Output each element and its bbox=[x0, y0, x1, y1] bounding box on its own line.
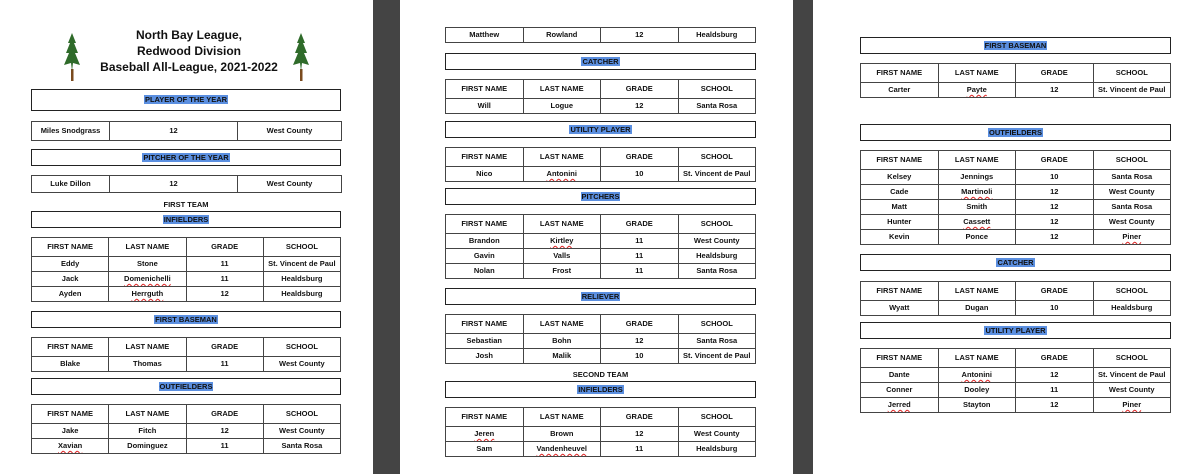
column-header: FIRST NAME bbox=[861, 64, 939, 83]
column-header: GRADE bbox=[601, 408, 679, 427]
table-row bbox=[861, 83, 1171, 98]
school-cell: Piner bbox=[1093, 230, 1171, 245]
grade-cell: 11 bbox=[186, 257, 263, 272]
school-cell: West County bbox=[1093, 185, 1171, 200]
p3-first-baseman-label: FIRST BASEMAN bbox=[984, 41, 1047, 50]
last-name-cell: Smith bbox=[938, 200, 1016, 215]
column-header: LAST NAME bbox=[523, 215, 601, 234]
last-name-cell: Stone bbox=[109, 257, 186, 272]
first-name-cell: Gavin bbox=[446, 249, 524, 264]
last-name-cell: Thomas bbox=[109, 357, 186, 372]
table-header-row bbox=[32, 338, 341, 357]
p2-catcher-header bbox=[445, 53, 756, 70]
column-header: GRADE bbox=[1016, 64, 1094, 83]
table-row bbox=[861, 200, 1171, 215]
table-row bbox=[861, 230, 1171, 245]
first-name-cell: Ayden bbox=[32, 287, 109, 302]
grade-cell: 12 bbox=[601, 99, 679, 114]
school-cell: St. Vincent de Paul bbox=[1093, 83, 1171, 98]
p2-utility-header bbox=[445, 121, 756, 138]
school-cell: West County bbox=[1093, 215, 1171, 230]
column-header: LAST NAME bbox=[523, 315, 601, 334]
table-row bbox=[32, 272, 341, 287]
title-line-2: Redwood Division bbox=[136, 44, 241, 58]
table-row bbox=[446, 28, 756, 43]
column-header: FIRST NAME bbox=[446, 215, 524, 234]
table-row bbox=[446, 334, 756, 349]
grade-cell: 11 bbox=[1016, 383, 1094, 398]
last-name-cell: Dooley bbox=[938, 383, 1016, 398]
school-cell: Santa Rosa bbox=[1093, 170, 1171, 185]
last-name-cell: Martinoli bbox=[938, 185, 1016, 200]
last-name-cell: Herrguth bbox=[109, 287, 186, 302]
first-team-label: FIRST TEAM bbox=[163, 200, 209, 209]
table-row bbox=[446, 264, 756, 279]
p1-first-baseman-header bbox=[31, 311, 341, 328]
column-header: LAST NAME bbox=[938, 349, 1016, 368]
first-name-cell: Matthew bbox=[446, 28, 524, 43]
second-team-label: SECOND TEAM bbox=[572, 370, 629, 379]
p2-top-table bbox=[445, 27, 756, 43]
p1-infielders-table bbox=[31, 237, 341, 302]
p2-second-infielders-label: INFIELDERS bbox=[578, 385, 623, 394]
page-1 bbox=[0, 0, 373, 474]
column-header: GRADE bbox=[186, 238, 263, 257]
column-header: LAST NAME bbox=[109, 338, 186, 357]
last-name-cell: Brown bbox=[523, 427, 601, 442]
column-header: GRADE bbox=[601, 148, 679, 167]
grade-cell: 12 bbox=[1016, 200, 1094, 215]
column-header: FIRST NAME bbox=[861, 151, 939, 170]
grade-cell: 12 bbox=[1016, 83, 1094, 98]
school-cell: Santa Rosa bbox=[263, 439, 340, 454]
grade-cell: 12 bbox=[1016, 398, 1094, 413]
school-cell: St. Vincent de Paul bbox=[678, 349, 756, 364]
column-header: GRADE bbox=[1016, 151, 1094, 170]
first-name-cell: Jack bbox=[32, 272, 109, 287]
table-row bbox=[32, 424, 341, 439]
grade-cell: 10 bbox=[1016, 170, 1094, 185]
grade-cell: 10 bbox=[601, 167, 679, 182]
column-header: SCHOOL bbox=[678, 408, 756, 427]
school-cell: Healdsburg bbox=[1093, 301, 1171, 316]
school-cell: St. Vincent de Paul bbox=[678, 167, 756, 182]
last-name-cell: Kirtley bbox=[523, 234, 601, 249]
grade-cell: 12 bbox=[601, 28, 679, 43]
first-name-cell: Jerred bbox=[861, 398, 939, 413]
first-name-cell: Sebastian bbox=[446, 334, 524, 349]
p3-utility-header bbox=[860, 322, 1171, 339]
last-name-cell: Vandenheuvel bbox=[523, 442, 601, 457]
p1-infielders-header bbox=[31, 211, 341, 228]
redwood-tree-icon-left bbox=[62, 33, 82, 81]
pitcher-of-year-header bbox=[31, 149, 341, 166]
last-name-cell: Fitch bbox=[109, 424, 186, 439]
table-header-row bbox=[32, 238, 341, 257]
table-row bbox=[32, 357, 341, 372]
table-row bbox=[861, 301, 1171, 316]
p2-utility-label: UTILITY PLAYER bbox=[570, 125, 631, 134]
table-header-row bbox=[446, 215, 756, 234]
first-name-cell: Wyatt bbox=[861, 301, 939, 316]
last-name-cell: Frost bbox=[523, 264, 601, 279]
grade-cell: 12 bbox=[186, 424, 263, 439]
grade-cell: 11 bbox=[601, 234, 679, 249]
table-header-row bbox=[446, 148, 756, 167]
grade-cell: 10 bbox=[1016, 301, 1094, 316]
last-name-cell: Stayton bbox=[938, 398, 1016, 413]
school-cell: Healdsburg bbox=[678, 442, 756, 457]
p3-catcher-table bbox=[860, 281, 1171, 316]
pitcher-of-year-school: West County bbox=[238, 176, 342, 193]
first-name-cell: Kelsey bbox=[861, 170, 939, 185]
school-cell: St. Vincent de Paul bbox=[1093, 368, 1171, 383]
p3-utility-label: UTILITY PLAYER bbox=[985, 326, 1046, 335]
p2-pitchers-header bbox=[445, 188, 756, 205]
column-header: SCHOOL bbox=[263, 338, 340, 357]
column-header: SCHOOL bbox=[678, 215, 756, 234]
player-of-year-header bbox=[31, 89, 341, 111]
first-name-cell: Eddy bbox=[32, 257, 109, 272]
school-cell: Healdsburg bbox=[678, 28, 756, 43]
school-cell: St. Vincent de Paul bbox=[263, 257, 340, 272]
table-row bbox=[446, 234, 756, 249]
grade-cell: 11 bbox=[186, 439, 263, 454]
p3-outfielders-header bbox=[860, 124, 1171, 141]
grade-cell: 11 bbox=[186, 272, 263, 287]
player-of-year-name: Miles Snodgrass bbox=[32, 122, 110, 141]
last-name-cell: Dugan bbox=[938, 301, 1016, 316]
column-header: FIRST NAME bbox=[861, 282, 939, 301]
school-cell: Santa Rosa bbox=[678, 99, 756, 114]
p1-infielders-label: INFIELDERS bbox=[163, 215, 209, 224]
first-name-cell: Xavian bbox=[32, 439, 109, 454]
first-name-cell: Hunter bbox=[861, 215, 939, 230]
grade-cell: 12 bbox=[186, 287, 263, 302]
table-row bbox=[861, 368, 1171, 383]
school-cell: West County bbox=[1093, 383, 1171, 398]
grade-cell: 11 bbox=[601, 249, 679, 264]
school-cell: Santa Rosa bbox=[1093, 200, 1171, 215]
table-row bbox=[446, 167, 756, 182]
first-name-cell: Dante bbox=[861, 368, 939, 383]
column-header: GRADE bbox=[1016, 282, 1094, 301]
school-cell: West County bbox=[678, 427, 756, 442]
table-row bbox=[32, 287, 341, 302]
column-header: SCHOOL bbox=[263, 405, 340, 424]
table-row bbox=[32, 176, 342, 193]
first-name-cell: Matt bbox=[861, 200, 939, 215]
pitcher-of-year-grade: 12 bbox=[110, 176, 238, 193]
grade-cell: 11 bbox=[601, 442, 679, 457]
column-header: SCHOOL bbox=[1093, 151, 1171, 170]
school-cell: Santa Rosa bbox=[678, 334, 756, 349]
title-line-1: North Bay League, bbox=[135, 28, 243, 42]
table-header-row bbox=[446, 408, 756, 427]
column-header: FIRST NAME bbox=[446, 148, 524, 167]
grade-cell: 12 bbox=[601, 427, 679, 442]
table-row bbox=[446, 442, 756, 457]
table-header-row bbox=[446, 80, 756, 99]
table-header-row bbox=[32, 405, 341, 424]
school-cell: Santa Rosa bbox=[678, 264, 756, 279]
school-cell: West County bbox=[263, 424, 340, 439]
school-cell: Healdsburg bbox=[263, 287, 340, 302]
column-header: FIRST NAME bbox=[32, 405, 109, 424]
last-name-cell: Antonini bbox=[938, 368, 1016, 383]
table-header-row bbox=[446, 315, 756, 334]
redwood-tree-icon-right bbox=[291, 33, 311, 81]
last-name-cell: Rowland bbox=[523, 28, 601, 43]
table-header-row bbox=[861, 151, 1171, 170]
page-2 bbox=[400, 0, 793, 474]
p2-second-infielders-table bbox=[445, 407, 756, 457]
last-name-cell: Domenichelli bbox=[109, 272, 186, 287]
page-3 bbox=[813, 0, 1200, 474]
column-header: LAST NAME bbox=[523, 148, 601, 167]
table-row bbox=[861, 383, 1171, 398]
p1-outfielders-header bbox=[31, 378, 341, 395]
last-name-cell: Dominguez bbox=[109, 439, 186, 454]
first-name-cell: Nolan bbox=[446, 264, 524, 279]
p1-outfielders-table bbox=[31, 404, 341, 454]
column-header: SCHOOL bbox=[1093, 64, 1171, 83]
first-name-cell: Nico bbox=[446, 167, 524, 182]
column-header: LAST NAME bbox=[109, 238, 186, 257]
column-header: GRADE bbox=[186, 338, 263, 357]
player-of-year-label: PLAYER OF THE YEAR bbox=[144, 95, 228, 104]
table-row bbox=[446, 427, 756, 442]
column-header: FIRST NAME bbox=[32, 238, 109, 257]
p2-pitchers-label: PITCHERS bbox=[581, 192, 620, 201]
grade-cell: 12 bbox=[1016, 185, 1094, 200]
p2-reliever-label: RELIEVER bbox=[581, 292, 620, 301]
last-name-cell: Bohn bbox=[523, 334, 601, 349]
p3-outfielders-label: OUTFIELDERS bbox=[989, 128, 1042, 137]
column-header: SCHOOL bbox=[678, 148, 756, 167]
column-header: LAST NAME bbox=[523, 408, 601, 427]
school-cell: West County bbox=[678, 234, 756, 249]
column-header: LAST NAME bbox=[523, 80, 601, 99]
p1-first-baseman-table bbox=[31, 337, 341, 372]
first-name-cell: Blake bbox=[32, 357, 109, 372]
column-header: GRADE bbox=[186, 405, 263, 424]
player-of-year-school: West County bbox=[238, 122, 342, 141]
title-line-3: Baseball All-League, 2021-2022 bbox=[100, 60, 278, 74]
last-name-cell: Valls bbox=[523, 249, 601, 264]
p3-first-baseman-table bbox=[860, 63, 1171, 98]
column-header: LAST NAME bbox=[938, 64, 1016, 83]
last-name-cell: Logue bbox=[523, 99, 601, 114]
p3-first-baseman-header bbox=[860, 37, 1171, 54]
table-row bbox=[861, 185, 1171, 200]
p2-reliever-header bbox=[445, 288, 756, 305]
grade-cell: 11 bbox=[601, 264, 679, 279]
pitcher-of-year-table bbox=[31, 175, 342, 193]
column-header: FIRST NAME bbox=[32, 338, 109, 357]
table-row bbox=[861, 170, 1171, 185]
pitcher-of-year-name: Luke Dillon bbox=[32, 176, 110, 193]
column-header: SCHOOL bbox=[263, 238, 340, 257]
column-header: SCHOOL bbox=[1093, 349, 1171, 368]
grade-cell: 12 bbox=[1016, 368, 1094, 383]
last-name-cell: Antonini bbox=[523, 167, 601, 182]
last-name-cell: Jennings bbox=[938, 170, 1016, 185]
p3-catcher-header bbox=[860, 254, 1171, 271]
first-name-cell: Jeren bbox=[446, 427, 524, 442]
document-title bbox=[90, 27, 288, 75]
column-header: SCHOOL bbox=[678, 80, 756, 99]
p2-catcher-table bbox=[445, 79, 756, 114]
p2-pitchers-table bbox=[445, 214, 756, 279]
table-header-row bbox=[861, 349, 1171, 368]
table-row bbox=[32, 122, 342, 141]
last-name-cell: Payte bbox=[938, 83, 1016, 98]
school-cell: Healdsburg bbox=[678, 249, 756, 264]
column-header: SCHOOL bbox=[1093, 282, 1171, 301]
grade-cell: 12 bbox=[1016, 215, 1094, 230]
p3-catcher-label: CATCHER bbox=[997, 258, 1034, 267]
p1-outfielders-label: OUTFIELDERS bbox=[159, 382, 213, 391]
grade-cell: 12 bbox=[1016, 230, 1094, 245]
first-name-cell: Cade bbox=[861, 185, 939, 200]
p2-reliever-table bbox=[445, 314, 756, 364]
first-name-cell: Will bbox=[446, 99, 524, 114]
column-header: GRADE bbox=[601, 315, 679, 334]
column-header: LAST NAME bbox=[938, 151, 1016, 170]
table-row bbox=[32, 439, 341, 454]
player-of-year-grade: 12 bbox=[110, 122, 238, 141]
last-name-cell: Cassett bbox=[938, 215, 1016, 230]
first-name-cell: Kevin bbox=[861, 230, 939, 245]
table-row bbox=[446, 349, 756, 364]
last-name-cell: Malik bbox=[523, 349, 601, 364]
grade-cell: 12 bbox=[601, 334, 679, 349]
column-header: FIRST NAME bbox=[446, 315, 524, 334]
p3-utility-table bbox=[860, 348, 1171, 413]
table-header-row bbox=[861, 282, 1171, 301]
first-name-cell: Brandon bbox=[446, 234, 524, 249]
p1-first-baseman-label: FIRST BASEMAN bbox=[155, 315, 217, 324]
table-row bbox=[861, 215, 1171, 230]
p2-utility-table bbox=[445, 147, 756, 182]
player-of-year-table bbox=[31, 121, 342, 141]
table-row bbox=[32, 257, 341, 272]
column-header: FIRST NAME bbox=[446, 408, 524, 427]
grade-cell: 11 bbox=[186, 357, 263, 372]
pitcher-of-year-label: PITCHER OF THE YEAR bbox=[143, 153, 229, 162]
column-header: GRADE bbox=[601, 215, 679, 234]
column-header: LAST NAME bbox=[938, 282, 1016, 301]
school-cell: Healdsburg bbox=[263, 272, 340, 287]
table-row bbox=[446, 99, 756, 114]
p2-catcher-label: CATCHER bbox=[582, 57, 619, 66]
column-header: FIRST NAME bbox=[446, 80, 524, 99]
school-cell: Piner bbox=[1093, 398, 1171, 413]
first-name-cell: Sam bbox=[446, 442, 524, 457]
table-row bbox=[861, 398, 1171, 413]
first-name-cell: Jake bbox=[32, 424, 109, 439]
last-name-cell: Ponce bbox=[938, 230, 1016, 245]
table-row bbox=[446, 249, 756, 264]
column-header: FIRST NAME bbox=[861, 349, 939, 368]
first-name-cell: Carter bbox=[861, 83, 939, 98]
school-cell: West County bbox=[263, 357, 340, 372]
first-name-cell: Josh bbox=[446, 349, 524, 364]
column-header: SCHOOL bbox=[678, 315, 756, 334]
first-name-cell: Conner bbox=[861, 383, 939, 398]
column-header: GRADE bbox=[1016, 349, 1094, 368]
table-header-row bbox=[861, 64, 1171, 83]
p2-second-infielders-header bbox=[445, 381, 756, 398]
column-header: GRADE bbox=[601, 80, 679, 99]
grade-cell: 10 bbox=[601, 349, 679, 364]
column-header: LAST NAME bbox=[109, 405, 186, 424]
p3-outfielders-table bbox=[860, 150, 1171, 245]
